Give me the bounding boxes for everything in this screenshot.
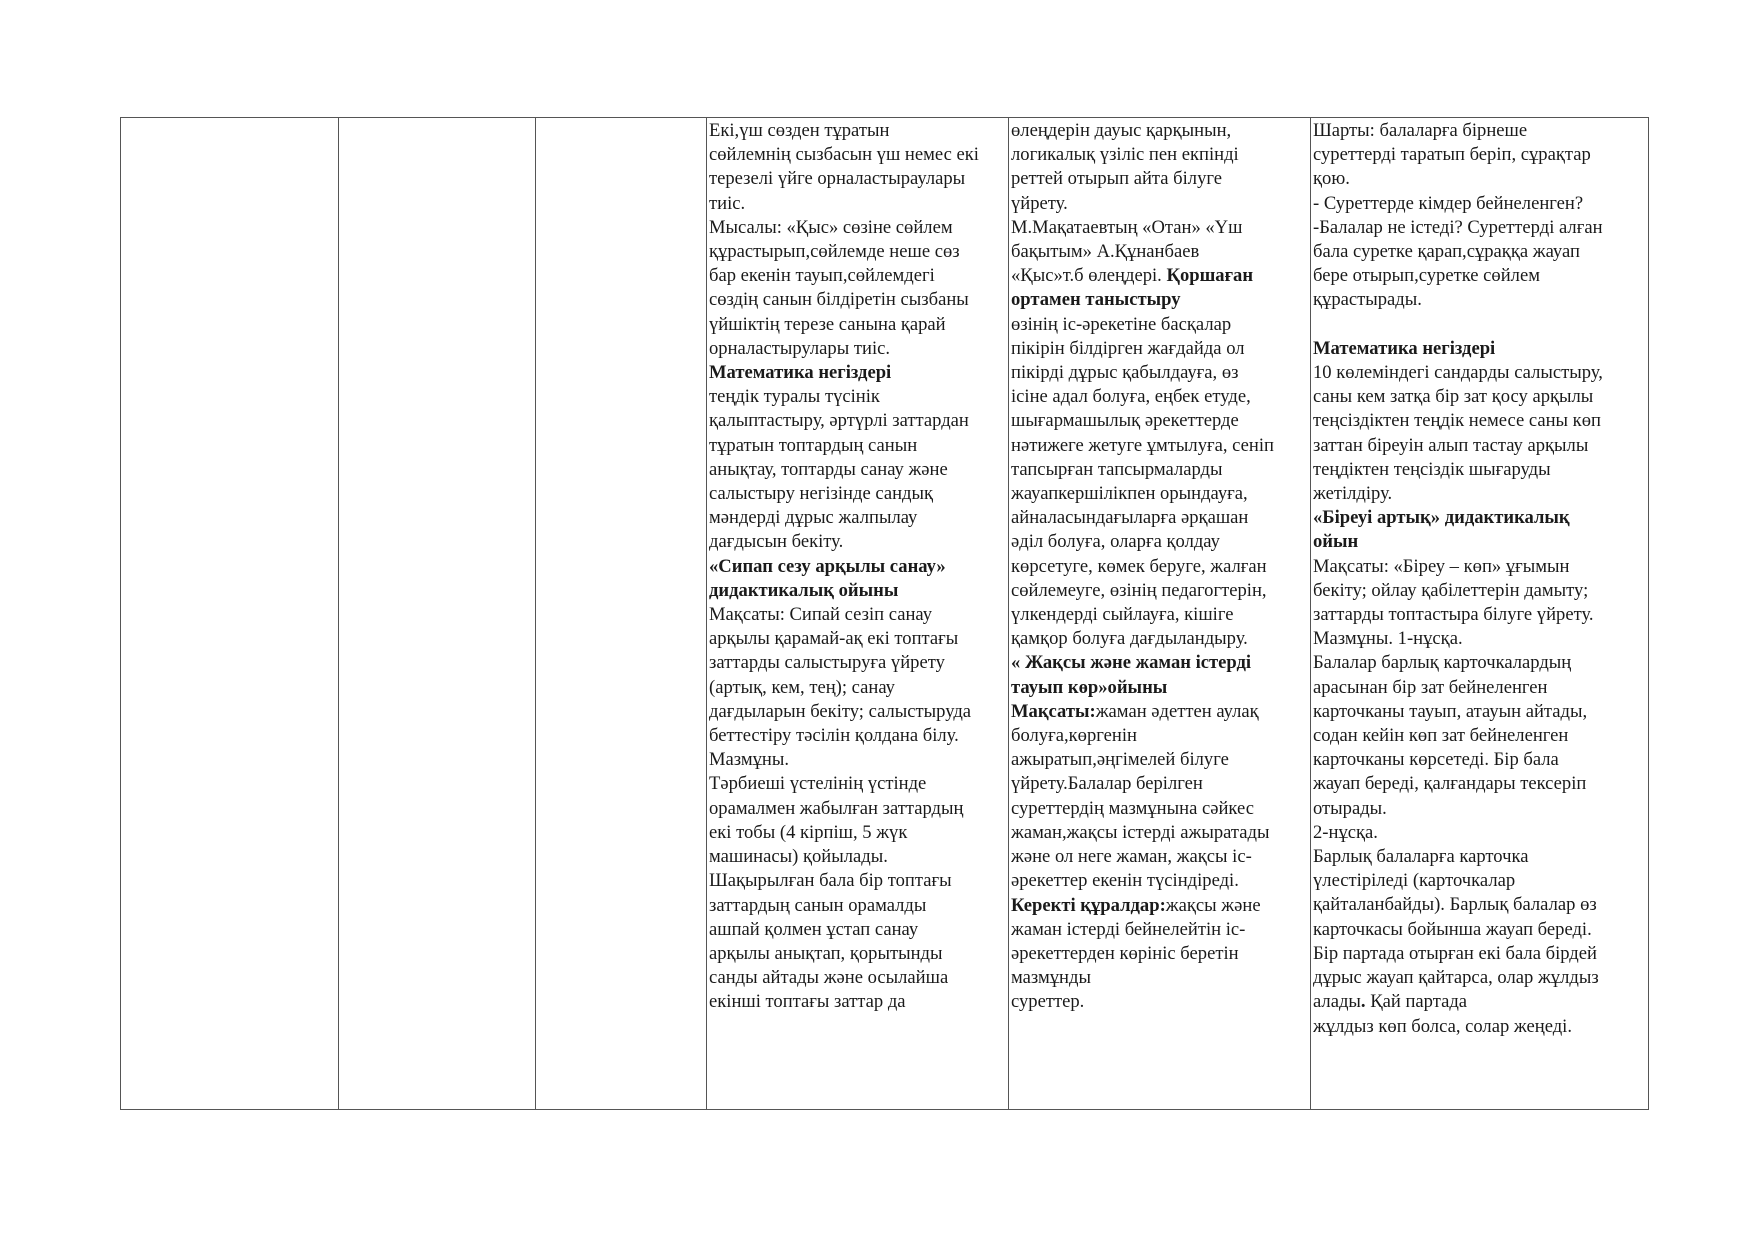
- text-line: пікірді дұрыс қабылдауға, өз: [1011, 362, 1239, 384]
- bold-text-run: Қоршаған: [1166, 265, 1254, 287]
- text-line: Мақсаты: Сипай сезіп санау: [709, 604, 933, 626]
- text-line: тұратын топтардың санын: [709, 434, 918, 456]
- bold-text-run: Мақсаты:: [1011, 700, 1096, 722]
- text-line: «Сипап сезу арқылы санау»: [709, 555, 946, 577]
- text-line: қалыптастыру, әртүрлі заттардан: [709, 410, 969, 432]
- text-line: үлестіріледі (карточкалар: [1313, 870, 1516, 892]
- text-line: пікірін білдірген жағдайда ол: [1011, 337, 1245, 359]
- text-line: бекіту; ойлау қабілеттерін дамыту;: [1313, 579, 1589, 601]
- text-line: жауап береді, қалғандары тексеріп: [1313, 773, 1587, 795]
- text-line: Шақырылған бала бір топтағы: [709, 870, 952, 892]
- text-line: беттестіру тәсілін қолдана білу.: [709, 725, 959, 747]
- text-line: қою.: [1313, 168, 1350, 190]
- text-line: өлеңдерін дауыс қарқынын,: [1011, 120, 1232, 141]
- table-cell-col3: [536, 118, 707, 1110]
- table-cell-col6: [1311, 118, 1649, 1110]
- text-line: нәтижеге жетуге ұмтылуға, сеніп: [1011, 434, 1274, 456]
- text-line: бала суретке қарап,сұраққа жауап: [1313, 241, 1580, 263]
- text-line: ажыратып,әңгімелей білуге: [1011, 749, 1229, 771]
- text-line: бақытым» А.Құнанбаев: [1011, 241, 1200, 263]
- text-line: заттардың санын орамалды: [709, 894, 927, 916]
- text-line: мәндерді дұрыс жалпылау: [709, 507, 918, 529]
- text-line: сөйлемеуге, өзінің педагогтерін,: [1011, 579, 1267, 601]
- text-line: өзінің іс-әрекетіне басқалар: [1011, 313, 1232, 335]
- text-line: суреттер.: [1011, 991, 1085, 1013]
- text-line: Математика негіздері: [1313, 337, 1496, 359]
- text-line: дұрыс жауап қайтарса, олар жұлдыз: [1313, 967, 1599, 989]
- text-line: Математика негіздері: [709, 362, 892, 384]
- text-line: реттей отырып айта білуге: [1011, 168, 1223, 190]
- text-line: [1011, 894, 1308, 918]
- text-run: жаман әдеттен аулақ: [1095, 700, 1259, 722]
- text-line: Екі,үш сөзден тұратын: [709, 120, 890, 141]
- text-line: тауып көр»ойыны: [1011, 676, 1168, 698]
- text-line: бере отырып,суретке сөйлем: [1313, 265, 1540, 287]
- text-line: жауапкершілікпен орындауға,: [1011, 483, 1248, 505]
- text-line: карточканы көрсетеді. Бір бала: [1313, 749, 1559, 771]
- text-line: [1011, 700, 1308, 724]
- text-line: ашпай қолмен ұстап санау: [709, 918, 919, 940]
- bold-text-run: .: [1360, 991, 1366, 1013]
- text-line: құрастырады.: [1313, 289, 1422, 311]
- text-line: [1313, 990, 1646, 1014]
- text-line: - Суреттерде кімдер бейнеленген?: [1313, 192, 1584, 214]
- text-line: теңдік туралы түсінік: [709, 386, 880, 408]
- text-line: Мысалы: «Қыс» сөзіне сөйлем: [709, 216, 953, 238]
- text-line: үйшіктің терезе санына қарай: [709, 313, 946, 335]
- text-line: 2-нұсқа.: [1313, 821, 1378, 843]
- text-line: Тәрбиеші үстелінің үстінде: [709, 773, 927, 795]
- text-line: -Балалар не істеді? Суреттерді алған: [1313, 216, 1603, 238]
- text-line: жұлдыз көп болса, солар жеңеді.: [1313, 1015, 1572, 1037]
- text-line: 10 көлеміндегі сандарды салыстыру,: [1313, 362, 1603, 384]
- text-line: орамалмен жабылған заттардың: [709, 797, 964, 819]
- text-line: айналасындағыларға әрқашан: [1011, 507, 1249, 529]
- text-line: суреттерді таратып беріп, сұрақтар: [1313, 144, 1591, 166]
- text-line: болуға,көргенін: [1011, 725, 1137, 747]
- text-line: саны кем затқа бір зат қосу арқылы: [1313, 386, 1594, 408]
- text-run: алады: [1313, 991, 1361, 1013]
- text-line: ортамен таныстыру: [1011, 289, 1181, 311]
- text-line: бар екенін тауып,сөйлемдегі: [709, 265, 935, 287]
- text-line: заттан біреуін алып тастау арқылы: [1313, 434, 1589, 456]
- text-line: үлкендерді сыйлауға, кішіге: [1011, 604, 1234, 626]
- table-cell-col4: [707, 118, 1009, 1110]
- bold-text-run: Керекті құралдар:: [1011, 894, 1166, 916]
- text-line: «Біреуі артық» дидактикалық: [1313, 507, 1570, 529]
- table-row: [121, 118, 1649, 1110]
- text-line: әділ болуға, оларға қолдау: [1011, 531, 1220, 553]
- text-line: отырады.: [1313, 797, 1387, 819]
- text-line: дидактикалық ойыны: [709, 579, 899, 601]
- text-line: [1011, 264, 1308, 288]
- text-line: дағдысын бекіту.: [709, 531, 844, 553]
- text-line: заттарды салыстыруға үйрету: [709, 652, 945, 674]
- text-line: содан кейін көп зат бейнеленген: [1313, 725, 1569, 747]
- text-line: машинасы) қойылады.: [709, 846, 888, 868]
- text-line: тапсырған тапсырмаларды: [1011, 458, 1223, 480]
- text-line: санды айтады және осылайша: [709, 967, 949, 989]
- text-run: «Қыс»т.б өлеңдері.: [1011, 265, 1167, 287]
- text-line: « Жақсы және жаман істерді: [1011, 652, 1252, 674]
- text-line: үйрету.Балалар берілген: [1011, 773, 1203, 795]
- table-cell-col1: [121, 118, 339, 1110]
- text-line: М.Мақатаевтың «Отан» «Үш: [1011, 216, 1243, 238]
- text-line: Бір партада отырған екі бала бірдей: [1313, 942, 1597, 964]
- text-line: ісіне адал болуға, еңбек етуде,: [1011, 386, 1251, 408]
- text-line: әрекеттерден көрініс беретін: [1011, 942, 1239, 964]
- text-run: жақсы және: [1165, 894, 1261, 916]
- text-line: Мазмұны. 1-нұсқа.: [1313, 628, 1463, 650]
- table-cell-col5: [1009, 118, 1311, 1110]
- text-line: үйрету.: [1011, 192, 1068, 214]
- text-line: анықтау, топтарды санау және: [709, 458, 948, 480]
- text-line: Шарты: балаларға бірнеше: [1313, 120, 1528, 141]
- text-line: сөздің санын білдіретін сызбаны: [709, 289, 969, 311]
- text-line: логикалық үзіліс пен екпінді: [1011, 144, 1239, 166]
- text-line: карточкасы бойынша жауап береді.: [1313, 918, 1592, 940]
- text-line: ойын: [1313, 531, 1359, 553]
- text-line: заттарды топтастыра білуге үйрету.: [1313, 604, 1594, 626]
- text-line: шығармашылық әрекеттерде: [1011, 410, 1239, 432]
- text-line: дағдыларын бекіту; салыстыруда: [709, 700, 972, 722]
- text-line: Балалар барлық карточкалардың: [1313, 652, 1572, 674]
- text-line: арасынан бір зат бейнеленген: [1313, 676, 1548, 698]
- text-run: Қай партада: [1365, 991, 1468, 1013]
- table-cell-col2: [339, 118, 536, 1110]
- text-line: орналастырулары тиіс.: [709, 337, 891, 359]
- text-line: жетілдіру.: [1313, 483, 1393, 505]
- text-line: Барлық балаларға карточка: [1313, 846, 1529, 868]
- text-line: (артық, кем, тең); санау: [709, 676, 895, 698]
- text-line: құрастырып,сөйлемде неше сөз: [709, 241, 960, 263]
- text-line: Мазмұны.: [709, 749, 790, 771]
- text-line: мазмұнды: [1011, 967, 1091, 989]
- lesson-plan-table: [120, 117, 1649, 1110]
- text-line: карточканы тауып, атауын айтады,: [1313, 700, 1588, 722]
- text-line: екінші топтағы заттар да: [709, 991, 906, 1013]
- text-line: терезелі үйге орналастыраулары: [709, 168, 966, 190]
- text-line: салыстыру негізінде сандық: [709, 483, 934, 505]
- col6-text: [1313, 119, 1646, 1039]
- text-line: және ол неге жаман, жақсы іс-: [1011, 846, 1252, 868]
- col5-text: [1011, 119, 1308, 1015]
- text-line: тиіс.: [709, 192, 746, 214]
- text-line: арқылы анықтап, қорытынды: [709, 942, 943, 964]
- text-line: жаман істерді бейнелейтін іс-: [1011, 918, 1246, 940]
- text-line: Мақсаты: «Біреу – көп» ұғымын: [1313, 555, 1570, 577]
- text-line: әрекеттер екенін түсіндіреді.: [1011, 870, 1239, 892]
- text-line: арқылы қарамай-ақ екі топтағы: [709, 628, 959, 650]
- text-line: суреттердің мазмұнына сәйкес: [1011, 797, 1254, 819]
- text-line: теңсіздіктен теңдік немесе саны көп: [1313, 410, 1601, 432]
- col4-text: [709, 119, 1006, 1015]
- text-line: жаман,жақсы істерді ажыратады: [1011, 821, 1270, 843]
- text-line: теңдіктен теңсіздік шығаруды: [1313, 458, 1551, 480]
- text-line: қамқор болуға дағдыландыру.: [1011, 628, 1248, 650]
- text-line: сөйлемнің сызбасын үш немес екі: [709, 144, 979, 166]
- text-line: екі тобы (4 кірпіш, 5 жүк: [709, 821, 908, 843]
- text-line: қайталанбайды). Барлық балалар өз: [1313, 894, 1597, 916]
- text-line: көрсетуге, көмек беруге, жалған: [1011, 555, 1267, 577]
- blank-line: [1313, 313, 1646, 337]
